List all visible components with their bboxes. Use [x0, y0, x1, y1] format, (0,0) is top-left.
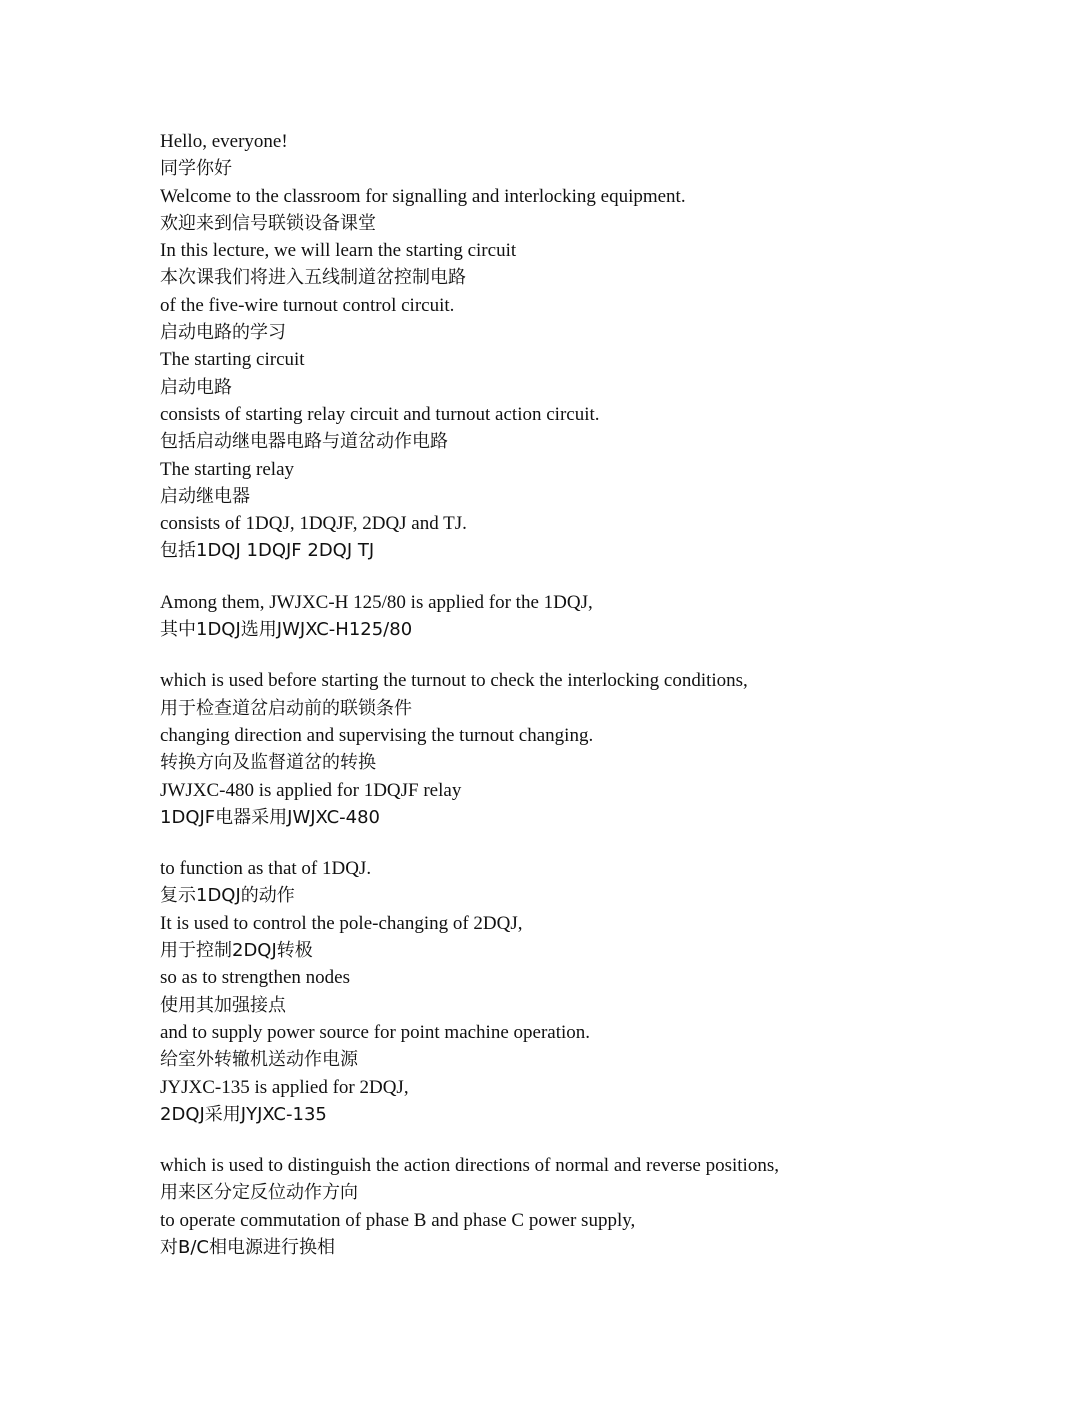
text-line: 用于检查道岔启动前的联锁条件 — [160, 697, 412, 719]
text-line: JWJXC-480 is applied for 1DQJF relay — [160, 779, 462, 801]
text-line: 同学你好 — [160, 158, 232, 180]
text-line: 1DQJF电器采用JWJXC-480 — [160, 806, 380, 828]
text-line: which is used before starting the turnout to check the interlocking conditions, — [160, 670, 748, 692]
text-line: 使用其加强接点 — [160, 994, 286, 1016]
text-line: 2DQJ采用JYJXC-135 — [160, 1103, 327, 1125]
text-line: 包括1DQJ 1DQJF 2DQJ TJ — [160, 540, 375, 562]
text-line: Hello, everyone! — [160, 131, 288, 152]
text-line: and to supply power source for point machine operation. — [160, 1021, 591, 1043]
text-line: Welcome to the classroom for signalling and interlocking equipment. — [160, 185, 686, 207]
text-line: 包括启动继电器电路与道岔动作电路 — [160, 431, 448, 453]
text-line: 对B/C相电源进行换相 — [160, 1236, 335, 1258]
text-line: 欢迎来到信号联锁设备课堂 — [160, 212, 376, 234]
text-line: which is used to distinguish the action directions of normal and reverse positions, — [160, 1155, 779, 1177]
text-line: 用来区分定反位动作方向 — [160, 1182, 358, 1204]
text-line: to operate commutation of phase B and phase C power supply, — [160, 1209, 636, 1231]
text-line: consists of 1DQJ, 1DQJF, 2DQJ and TJ. — [160, 513, 467, 535]
text-line: 其中1DQJ选用JWJXC-H125/80 — [160, 619, 413, 641]
text-line: 复示1DQJ的动作 — [160, 885, 295, 907]
text-line: JYJXC-135 is applied for 2DQJ, — [160, 1076, 409, 1098]
text-line: consists of starting relay circuit and turnout action circuit. — [160, 403, 600, 425]
text-line: Among them, JWJXC-H 125/80 is applied for the 1DQJ, — [160, 591, 593, 613]
text-line: 启动电路 — [160, 376, 232, 398]
text-line: 转换方向及监督道岔的转换 — [160, 752, 376, 774]
text-line: so as to strengthen nodes — [160, 967, 350, 989]
text-line: The starting relay — [160, 458, 295, 480]
text-line: 启动电路的学习 — [160, 322, 286, 344]
text-line: 用于控制2DQJ转极 — [160, 940, 313, 962]
paragraph-gap — [160, 565, 1040, 589]
paragraph-gap — [160, 831, 1040, 855]
text-line: The starting circuit — [160, 349, 305, 371]
document-page — [160, 128, 1040, 1261]
text-line: 给室外转辙机送动作电源 — [160, 1049, 358, 1071]
text-line: 本次课我们将进入五线制道岔控制电路 — [160, 267, 466, 289]
text-line: In this lecture, we will learn the starting circuit — [160, 240, 517, 262]
text-line: 启动继电器 — [160, 485, 250, 507]
text-line: to function as that of 1DQJ. — [160, 858, 372, 880]
text-line: changing direction and supervising the turnout changing. — [160, 724, 594, 746]
paragraph-gap — [160, 643, 1040, 667]
text-line: It is used to control the pole-changing of 2DQJ, — [160, 912, 523, 934]
paragraph-gap — [160, 1128, 1040, 1152]
text-line: of the five-wire turnout control circuit. — [160, 294, 455, 316]
